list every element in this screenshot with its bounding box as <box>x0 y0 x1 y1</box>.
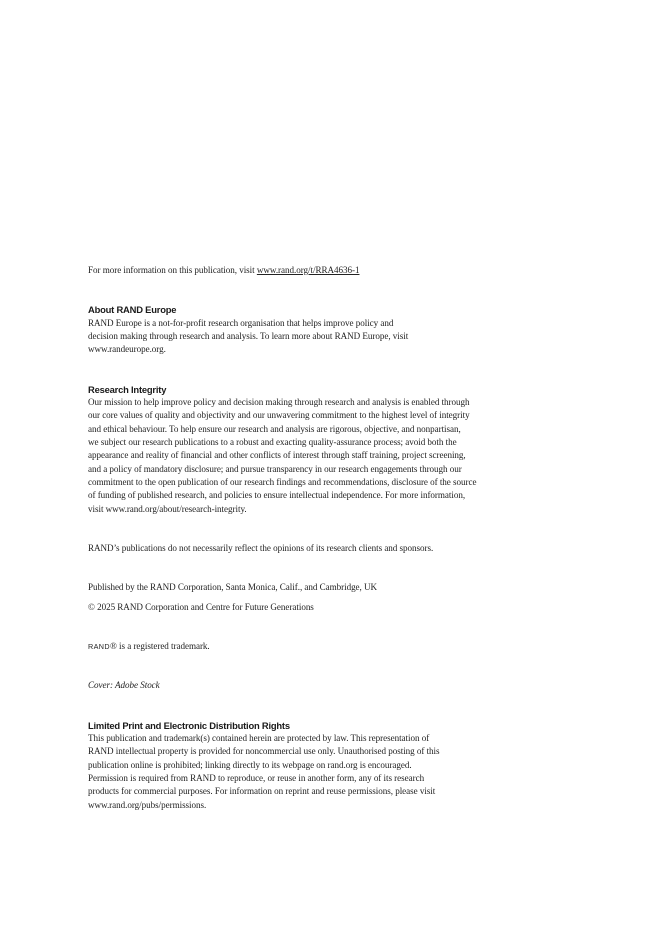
copyright-notice: © 2025 RAND Corporation and Centre for Future Generations <box>88 602 314 612</box>
rights-line: www.rand.org/pubs/permissions. <box>88 800 207 810</box>
rights-heading: Limited Print and Electronic Distribution Rights <box>88 720 290 731</box>
more-info-prefix: For more information on this publication, visit <box>88 265 257 275</box>
rights-line: products for commercial purposes. For information on reprint and reuse permissions, please visit <box>88 786 436 796</box>
published-by: Published by the RAND Corporation, Santa Monica, Calif., and Cambridge, UK <box>88 582 378 592</box>
integrity-line: commitment to the open publication of our research findings and recommendations, disclosure of the source <box>88 477 477 487</box>
rights-line: publication online is prohibited; linking directly to its webpage on rand.org is encouraged. <box>88 760 412 770</box>
trademark-line <box>88 640 210 654</box>
integrity-line: and ethical behaviour. To help ensure our research and analysis are rigorous, objective, and nonpartisan, <box>88 424 461 434</box>
about-line: www.randeurope.org. <box>88 344 166 354</box>
rights-line: This publication and trademark(s) contained herein are protected by law. This representation of <box>88 733 430 743</box>
trademark-suffix: is a registered trademark. <box>116 641 210 651</box>
cover-credit: Cover: Adobe Stock <box>88 680 160 690</box>
more-info-line <box>88 264 359 278</box>
about-line: RAND Europe is a not-for-profit research organisation that helps improve policy and <box>88 318 394 328</box>
publication-link[interactable]: www.rand.org/t/RRA4636-1 <box>256 265 360 275</box>
integrity-line: our core values of quality and objectivity and our unwavering commitment to the highest level of integrity <box>88 410 470 420</box>
integrity-heading: Research Integrity <box>88 384 167 395</box>
integrity-line: of funding of published research, and policies to ensure intellectual independence. For more information, <box>88 490 466 500</box>
disclaimer: RAND’s publications do not necessarily reflect the opinions of its research clients and sponsors. <box>88 543 434 553</box>
rights-line: Permission is required from RAND to reproduce, or reuse in another form, any of its research <box>88 773 425 783</box>
integrity-line: and a policy of mandatory disclosure; and pursue transparency in our research engagements through our <box>88 464 462 474</box>
rand-logo: RAND <box>88 642 110 651</box>
about-heading: About RAND Europe <box>88 304 177 315</box>
integrity-line: appearance and reality of financial and other conflicts of interest through staff training, project screening, <box>88 450 466 460</box>
about-line: decision making through research and analysis. To learn more about RAND Europe, visit <box>88 331 409 341</box>
integrity-line: we subject our research publications to a robust and exacting quality-assurance process; avoid both the <box>88 437 457 447</box>
integrity-line: Our mission to help improve policy and decision making through research and analysis is enabled through <box>88 397 470 407</box>
rights-line: RAND intellectual property is provided for noncommercial use only. Unauthorised posting of this <box>88 746 440 756</box>
integrity-line: visit www.rand.org/about/research-integrity. <box>88 504 247 514</box>
registered-symbol: ® <box>109 641 117 651</box>
